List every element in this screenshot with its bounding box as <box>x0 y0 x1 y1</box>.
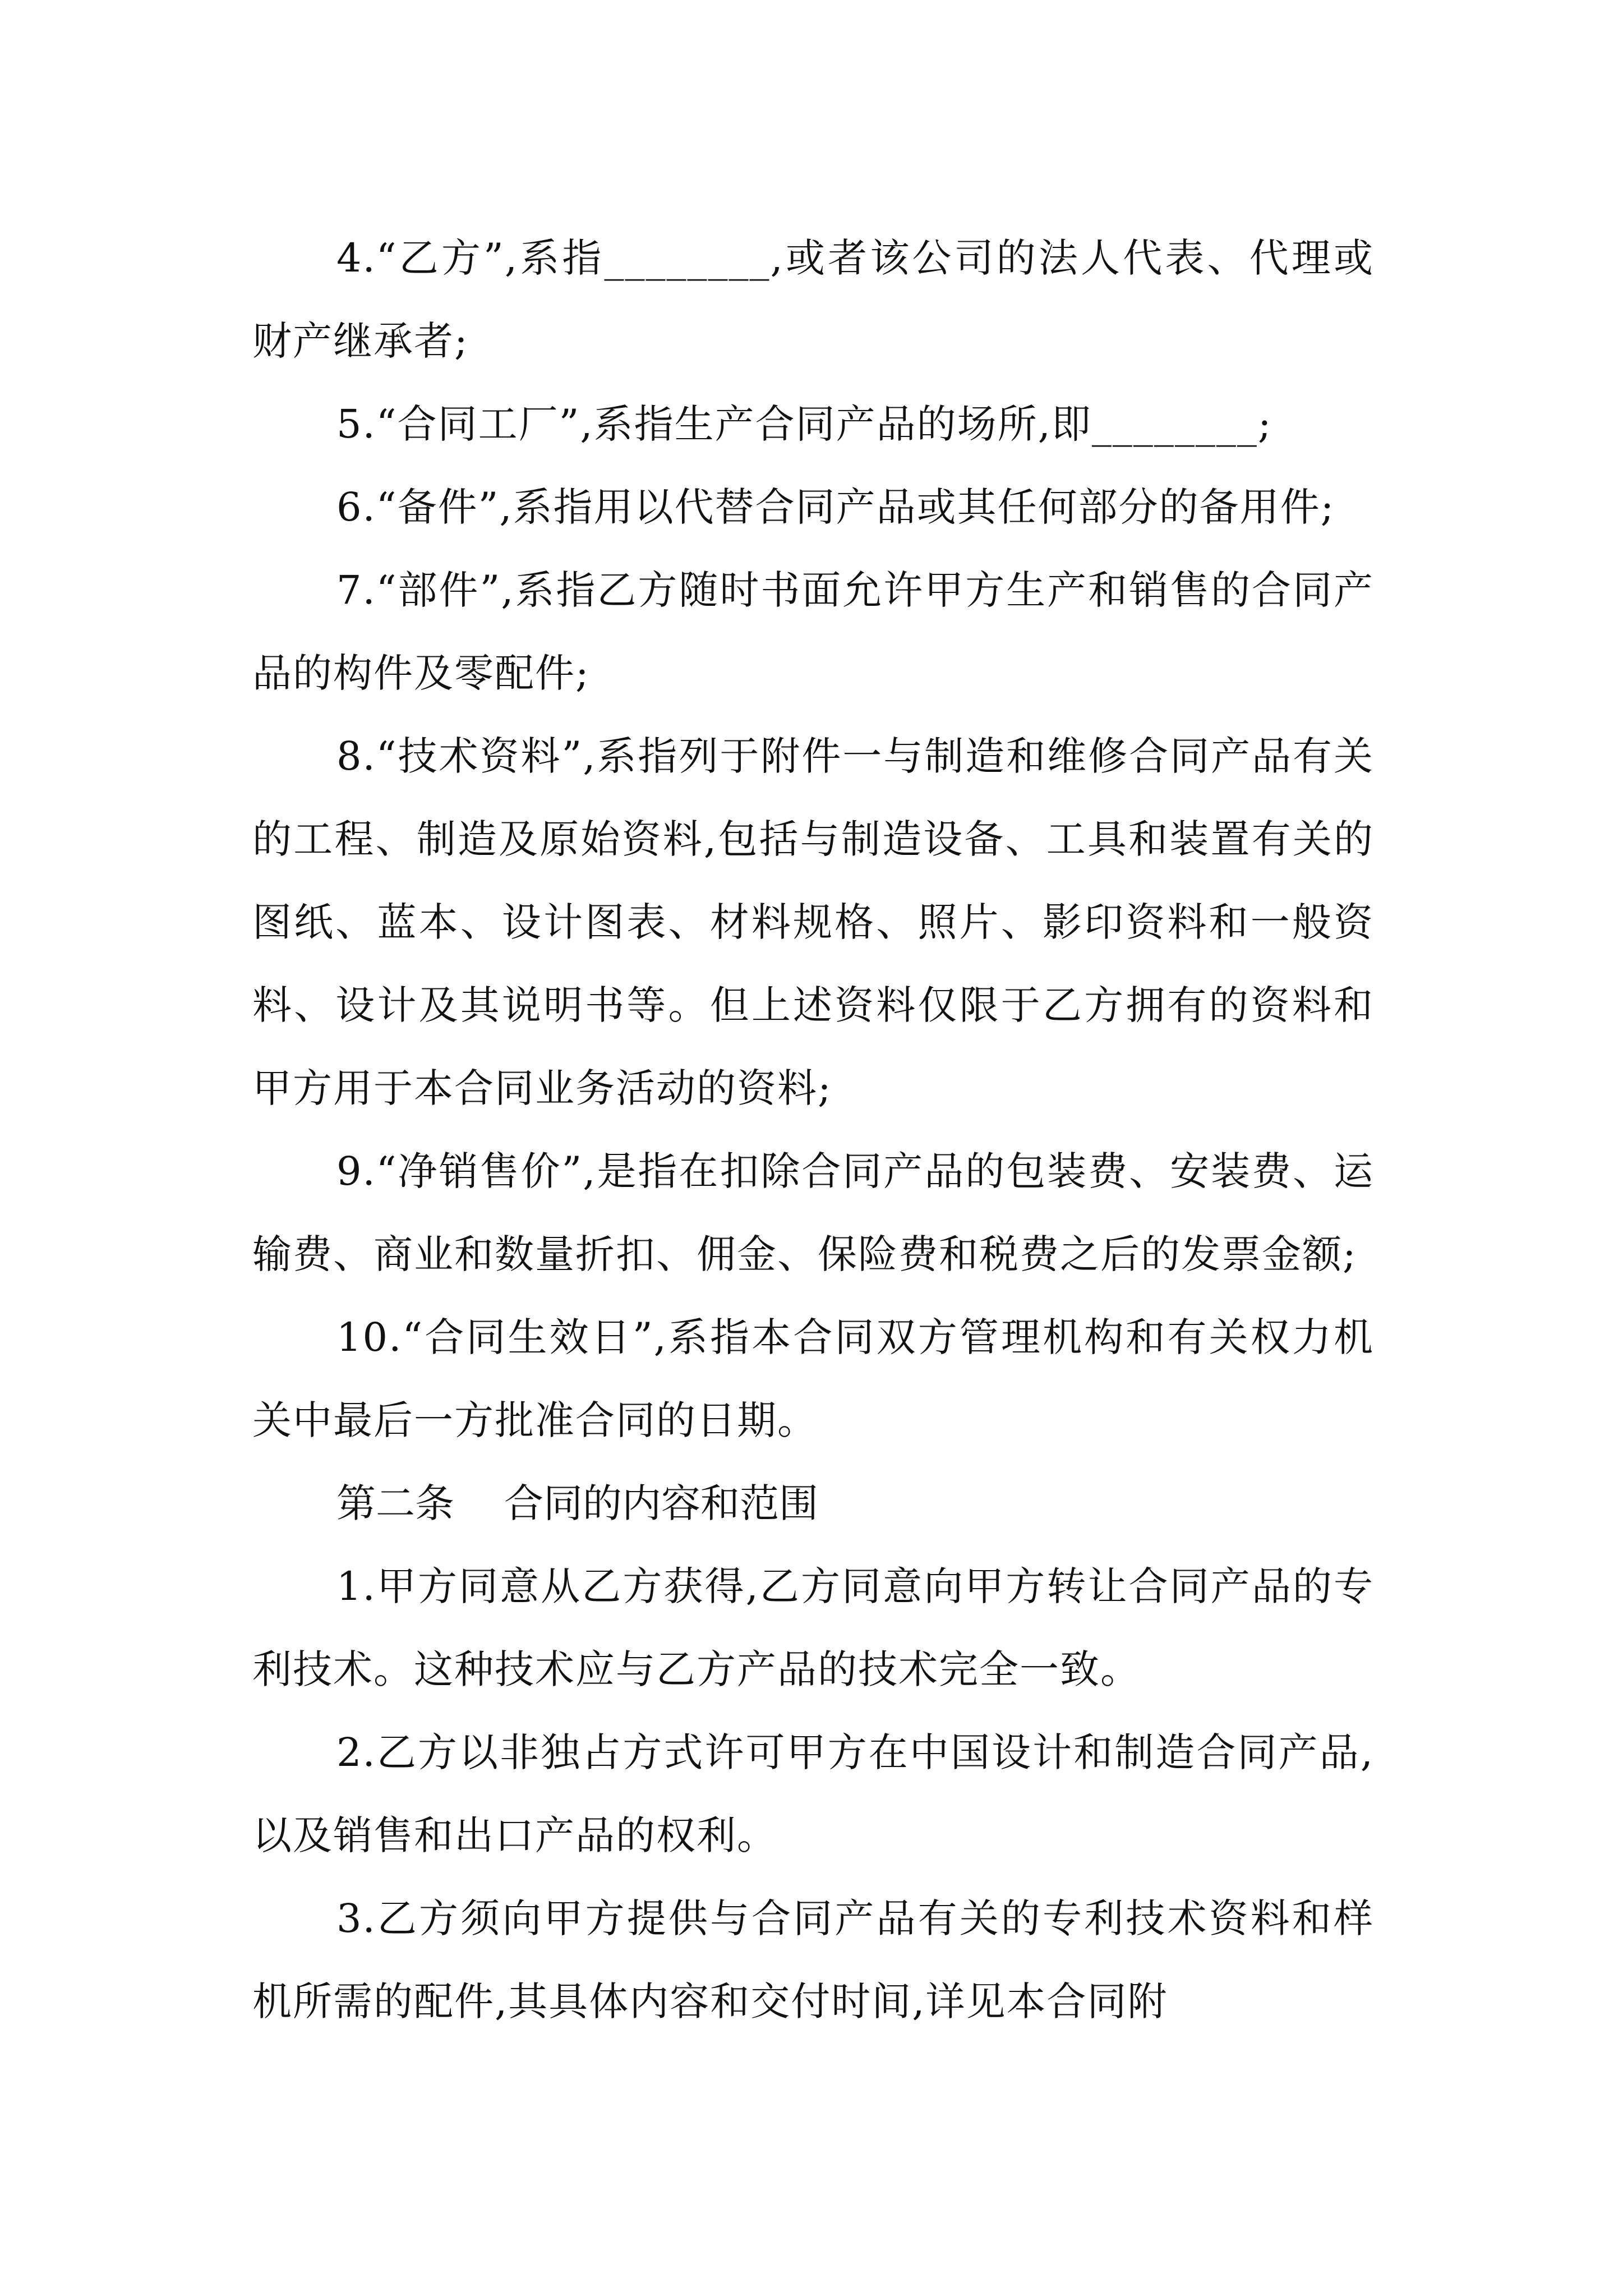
definition-paragraph-10: 10.“合同生效日”,系指本合同双方管理机构和有关权力机关中最后一方批准合同的日期。 <box>252 1314 1374 1443</box>
section-paragraph-3: 3.乙方须向甲方提供与合同产品有关的专利技术资料和样机所需的配件,其具体内容和交付时间,详见本合同附 <box>252 1895 1374 2024</box>
definition-paragraph-7: 7.“部件”,系指乙方随时书面允许甲方生产和销售的合同产品的构件及零配件; <box>252 567 1374 696</box>
section-heading: 第二条 合同的内容和范围 <box>336 1480 819 1526</box>
section-paragraph-1: 1.甲方同意从乙方获得,乙方同意向甲方转让合同产品的专利技术。这种技术应与乙方产品的技术完全一致。 <box>252 1563 1374 1692</box>
definition-paragraph-9: 9.“净销售价”,是指在扣除合同产品的包装费、安装费、运输费、商业和数量折扣、佣金、保险费和税费之后的发票金额; <box>252 1148 1374 1277</box>
section-paragraph-2: 2.乙方以非独占方式许可甲方在中国设计和制造合同产品,以及销售和出口产品的权利。 <box>252 1729 1374 1858</box>
definition-paragraph-8: 8.“技术资料”,系指列于附件一与制造和维修合同产品有关的工程、制造及原始资料,包括与制造设备、工具和装置有关的图纸、蓝本、设计图表、材料规格、照片、影印资料和一般资料、设计及其说明书等。但上述资料仅限于乙方拥有的资料和甲方用于本合同业务活动的资料; <box>252 733 1374 1111</box>
definition-paragraph-4: 4.“乙方”,系指________,或者该公司的法人代表、代理或财产继承者; <box>252 235 1374 364</box>
document-body <box>252 217 1374 2043</box>
definition-paragraph-6: 6.“备件”,系指用以代替合同产品或其任何部分的备用件; <box>336 484 1335 530</box>
definition-paragraph-5: 5.“合同工厂”,系指生产合同产品的场所,即________; <box>336 401 1272 447</box>
